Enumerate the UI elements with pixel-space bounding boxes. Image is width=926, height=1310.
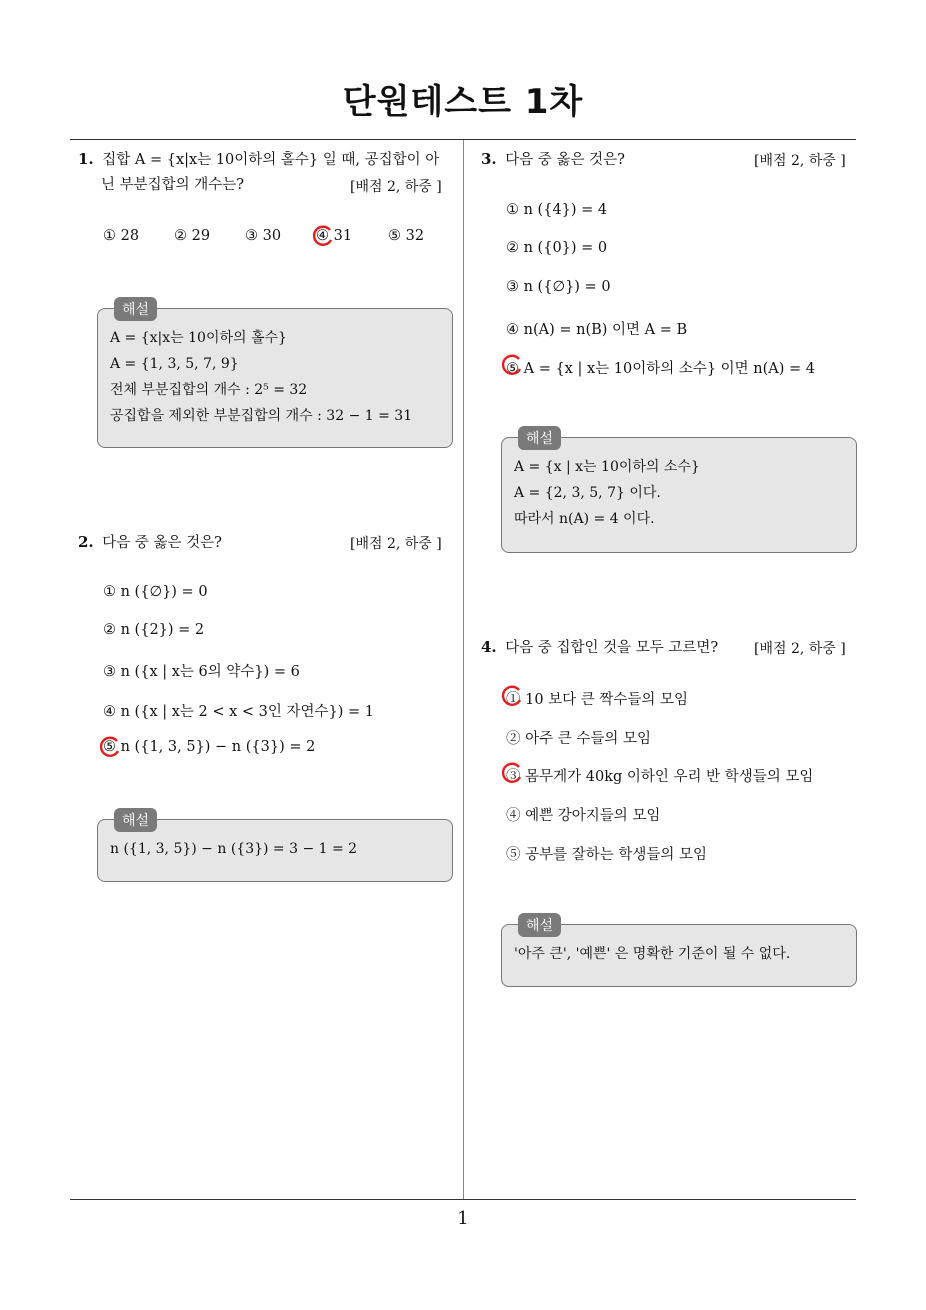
bottom-rule [70, 1199, 856, 1200]
question-number: 2. [78, 533, 94, 551]
question-meta: [배점 2, 하중 ] [350, 536, 442, 552]
red-circle-mark-icon [500, 353, 524, 377]
option-3[interactable]: ③ 몸무게가 40kg 이하인 우리 반 학생들의 모임 [506, 769, 814, 785]
solution-box [97, 813, 453, 882]
solution-tag: 해설 [114, 808, 157, 832]
option-1[interactable]: ① n ({∅}) = 0 [103, 584, 208, 600]
option-4[interactable]: ④ n(A) = n(B) 이면 A = B [506, 322, 688, 338]
column-divider [463, 140, 464, 1200]
red-circle-mark-icon [500, 684, 524, 708]
option-3[interactable]: ③ n ({∅}) = 0 [506, 279, 611, 295]
solution-line: 전체 부분집합의 개수 : 2⁵ = 32 [110, 382, 308, 398]
option-5[interactable]: ⑤ 공부를 잘하는 학생들의 모임 [506, 847, 708, 863]
solution-line: n ({1, 3, 5}) − n ({3}) = 3 − 1 = 2 [110, 841, 358, 857]
option-3[interactable]: ③ 30 [245, 228, 282, 244]
option-5[interactable]: ⑤ 32 [388, 228, 425, 244]
solution-tag: 해설 [518, 426, 561, 450]
solution-line: 따라서 n(A) = 4 이다. [514, 511, 655, 527]
option-5[interactable]: ⑤ A = {x | x는 10이하의 소수} 이면 n(A) = 4 [506, 361, 816, 377]
question-text: 다음 중 집합인 것을 모두 고르면? [505, 640, 719, 656]
question-number: 4. [481, 638, 497, 656]
solution-box [97, 302, 453, 448]
option-1[interactable]: ① n ({4}) = 4 [506, 202, 608, 218]
question-text: 다음 중 옳은 것은? [505, 152, 625, 168]
red-circle-mark-icon [311, 224, 335, 248]
page-number: 1 [457, 1208, 469, 1229]
question-text: 집합 A = {x|x는 10이하의 홀수} 일 때, 공집합이 아 [102, 152, 440, 168]
option-1[interactable]: ① 10 보다 큰 짝수들의 모임 [506, 692, 689, 708]
option-2[interactable]: ② n ({0}) = 0 [506, 240, 608, 256]
question-text-cont: 닌 부분집합의 개수는? [101, 177, 245, 193]
question-meta: [배점 2, 하중 ] [350, 179, 442, 195]
solution-tag: 해설 [114, 297, 157, 321]
solution-line: A = {1, 3, 5, 7, 9} [110, 356, 239, 372]
solution-line: A = {2, 3, 5, 7} 이다. [514, 485, 661, 501]
option-4[interactable]: ④ 예쁜 강아지들의 모임 [506, 808, 661, 824]
option-2[interactable]: ② 29 [174, 228, 211, 244]
question-meta: [배점 2, 하중 ] [754, 641, 846, 657]
option-4[interactable]: ④ 31 [316, 228, 353, 244]
option-4[interactable]: ④ n ({x | x는 2 < x < 3인 자연수}) = 1 [103, 704, 374, 720]
question-meta: [배점 2, 하중 ] [754, 153, 846, 169]
option-2[interactable]: ② n ({2}) = 2 [103, 622, 205, 638]
option-3[interactable]: ③ n ({x | x는 6의 약수}) = 6 [103, 664, 300, 680]
solution-line: 공집합을 제외한 부분집합의 개수 : 32 − 1 = 31 [110, 408, 413, 424]
solution-box [501, 431, 857, 553]
option-1[interactable]: ① 28 [103, 228, 140, 244]
red-circle-mark-icon [500, 761, 524, 785]
option-2[interactable]: ② 아주 큰 수들의 모임 [506, 731, 651, 747]
page-title: 단원테스트 1차 [342, 82, 584, 122]
question-number: 1. [78, 150, 94, 168]
solution-line: '아주 큰', '예쁜' 은 명확한 기준이 될 수 없다. [514, 946, 791, 962]
solution-line: A = {x | x는 10이하의 소수} [514, 459, 700, 475]
solution-line: A = {x|x는 10이하의 홀수} [110, 330, 287, 346]
option-5[interactable]: ⑤ n ({1, 3, 5}) − n ({3}) = 2 [103, 739, 316, 755]
solution-box [501, 918, 857, 987]
question-number: 3. [481, 150, 497, 168]
solution-tag: 해설 [518, 913, 561, 937]
question-text: 다음 중 옳은 것은? [102, 535, 222, 551]
red-circle-mark-icon [98, 735, 122, 759]
